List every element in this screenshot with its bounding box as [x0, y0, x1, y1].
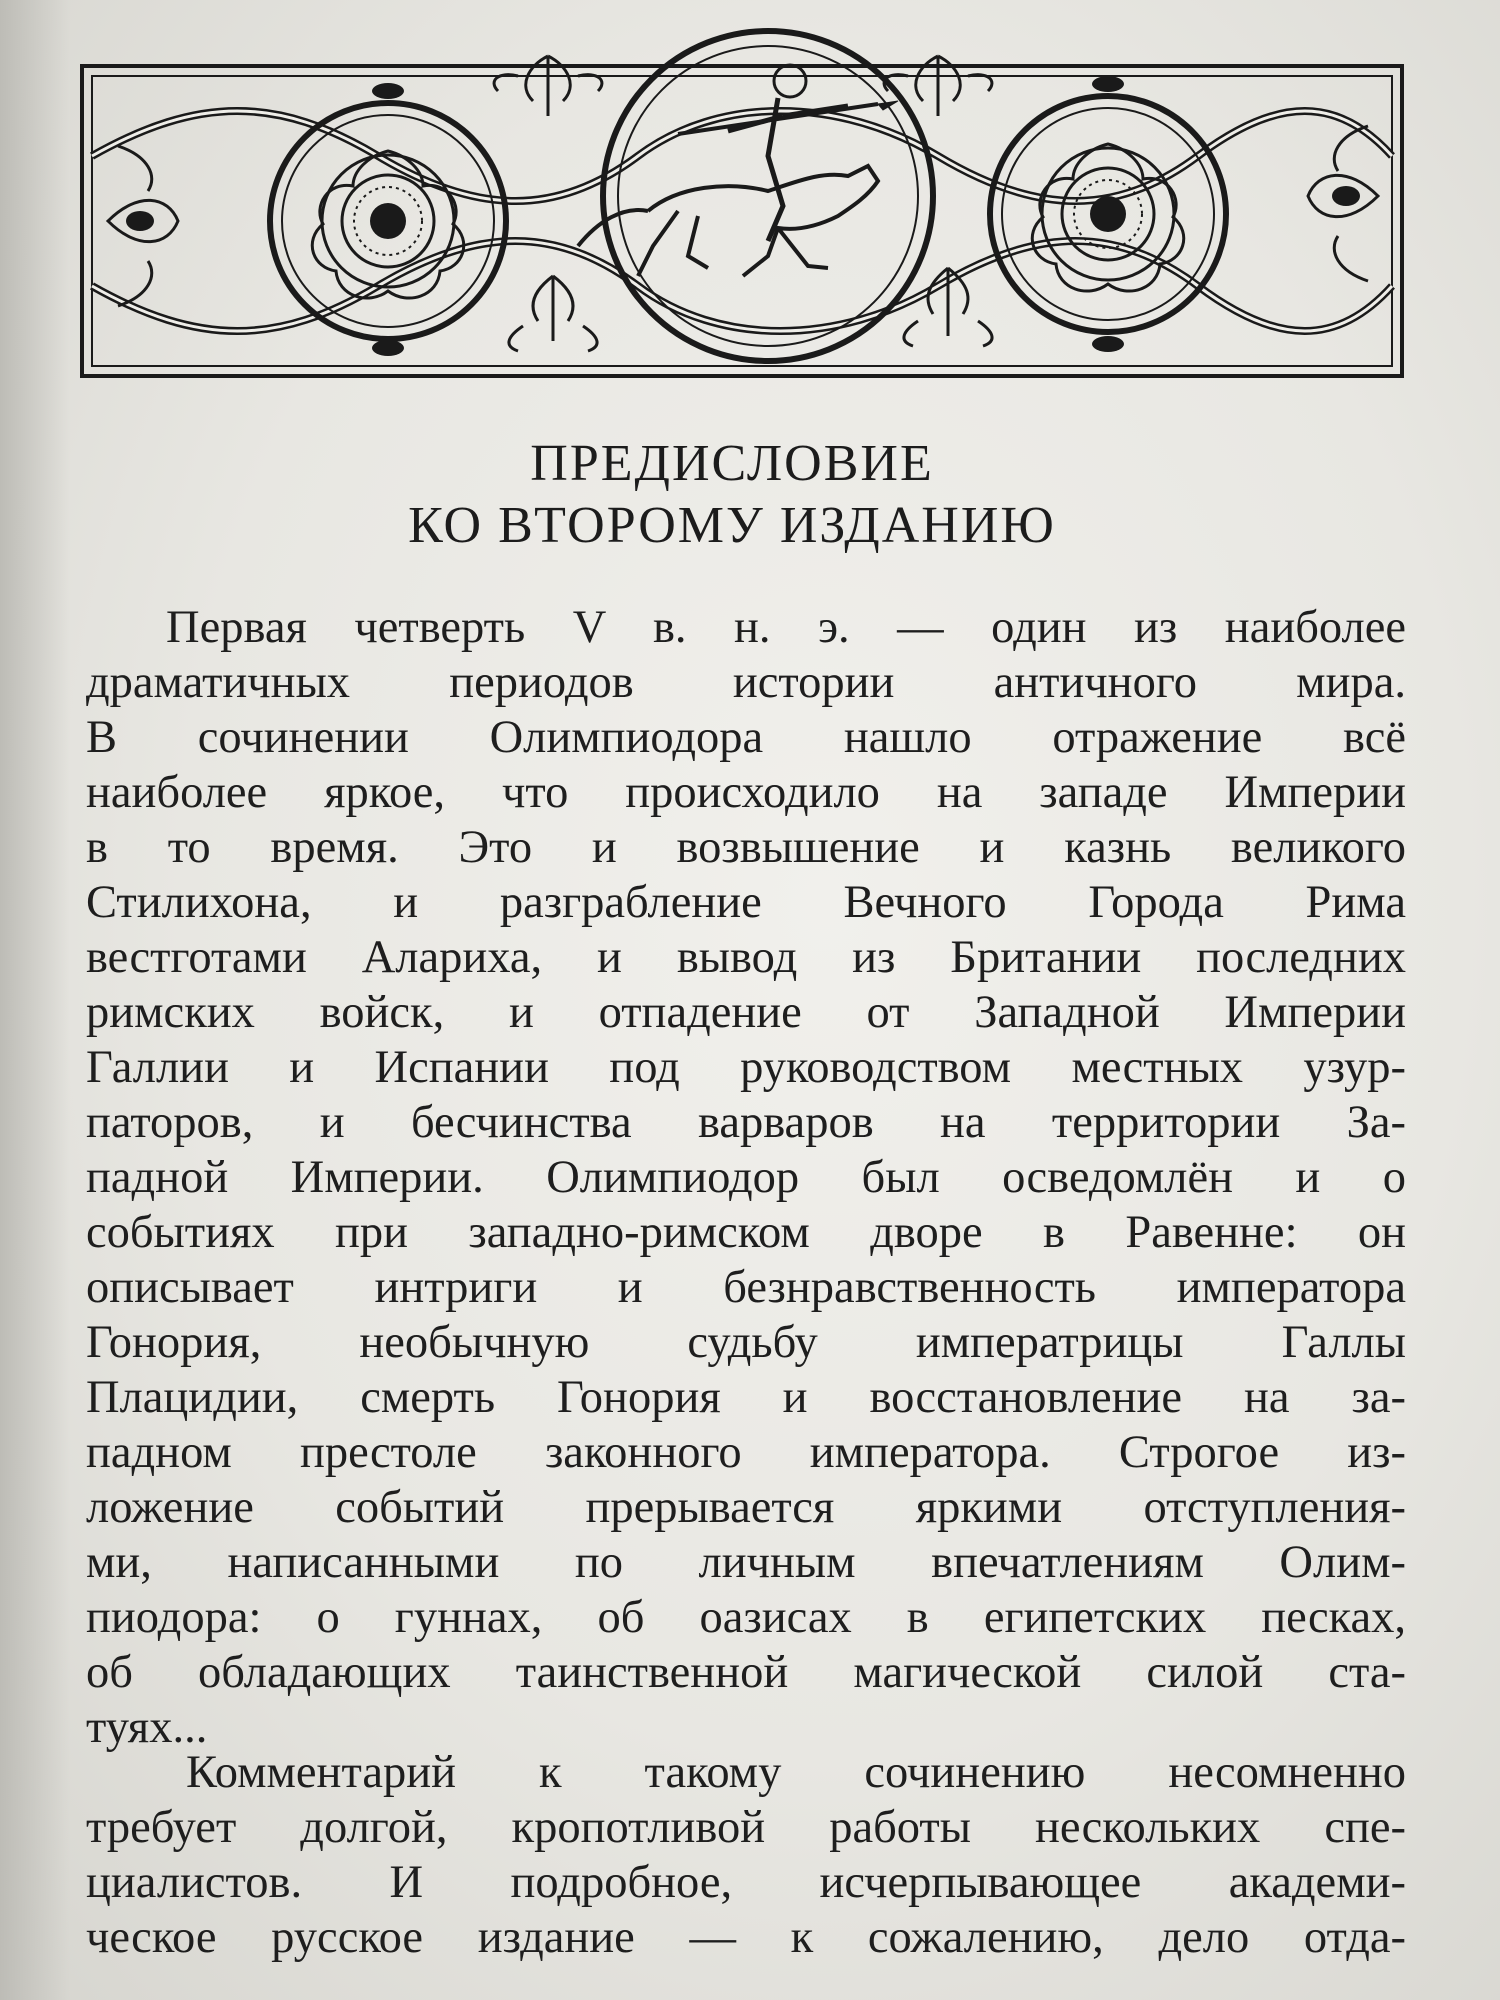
text-line: Комментарий к такому сочинению несомненно [186, 1747, 1406, 1798]
fleur-bottom-left [509, 276, 597, 351]
ornamental-header-band [78, 6, 1406, 380]
text-line: циалистов. И подробное, исчерпывающее академи- [86, 1857, 1406, 1908]
text-line: падной Империи. Олимпиодор был осведомлён и о [86, 1152, 1406, 1203]
text-line: туях... [86, 1702, 208, 1753]
text-line: Первая четверть V в. н. э. — один из наиболее [166, 602, 1406, 653]
text-line: требует долгой, кропотливой работы нескольких спе- [86, 1802, 1406, 1853]
text-line: ложение событий прерывается яркими отступления- [86, 1482, 1406, 1533]
chapter-title-line-2: КО ВТОРОМУ ИЗДАНИЮ [408, 497, 1056, 554]
text-line: ми, написанными по личным впечатлениям Олим- [86, 1537, 1406, 1588]
fleur-bottom-right [904, 268, 992, 346]
page-gutter-shadow [0, 0, 70, 2000]
text-line: Галлии и Испании под руководством местных узур- [86, 1042, 1406, 1093]
text-line: событиях при западно-римском дворе в Равенне: он [86, 1207, 1406, 1258]
text-line: римских войск, и отпадение от Западной Империи [86, 987, 1406, 1038]
text-line: В сочинении Олимпиодора нашло отражение всё [86, 712, 1406, 763]
text-line: наиболее яркое, что происходило на западе Империи [86, 767, 1406, 818]
text-line: ческое русское издание — к сожалению, дело отда- [86, 1912, 1406, 1963]
text-line: об обладающих таинственной магической силой ста- [86, 1647, 1406, 1698]
text-line: паторов, и бесчинства варваров на территории За- [86, 1097, 1406, 1148]
text-line: в то время. Это и возвышение и казнь великого [86, 822, 1406, 873]
text-line: Стилихона, и разграбление Вечного Города Рима [86, 877, 1406, 928]
text-line: Плацидии, смерть Гонория и восстановление на за- [86, 1372, 1406, 1423]
text-line: вестготами Алариха, и вывод из Британии последних [86, 932, 1406, 983]
chapter-title-line-1: ПРЕДИСЛОВИЕ [530, 435, 934, 492]
text-line: пиодора: о гуннах, об оазисах в египетских песках, [86, 1592, 1406, 1643]
text-line: драматичных периодов истории античного мира. [86, 657, 1406, 708]
text-line: описывает интриги и безнравственность императора [86, 1262, 1406, 1313]
text-line: Гонория, необычную судьбу императрицы Галлы [86, 1317, 1406, 1368]
text-line: падном престоле законного императора. Строгое из- [86, 1427, 1406, 1478]
